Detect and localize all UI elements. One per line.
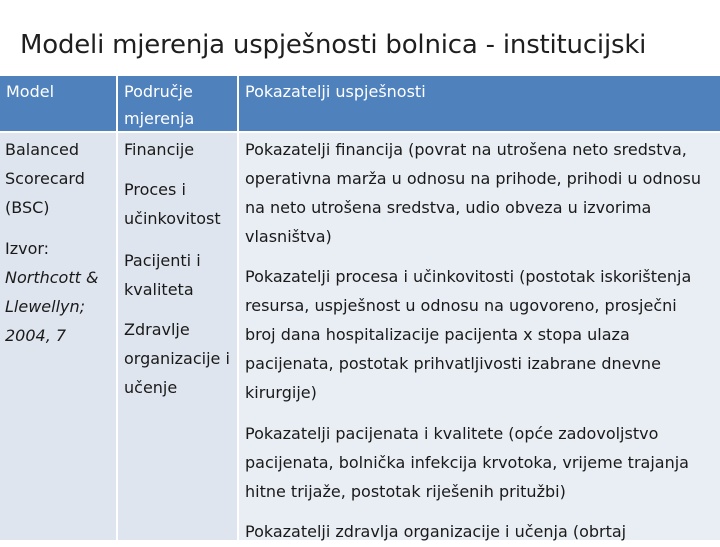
indicator-finance-line4: vlasništva)	[245, 227, 332, 246]
source-line2: Llewellyn;	[5, 297, 86, 316]
indicator-process-line4: pacijenata, postotak prihvatljivosti izabrane dnevne	[245, 354, 661, 373]
source-line1: Northcott &	[5, 268, 99, 287]
indicator-health-line1: Pokazatelji zdravlja organizacije i učenja (obrtaj	[245, 522, 627, 541]
indicator-process-line5: kirurgije)	[245, 383, 317, 402]
area-process-line1: Proces i	[124, 180, 186, 199]
indicator-finance-line3: na neto utrošena sredstva, udio obveza u izvorima	[245, 198, 652, 217]
area-finance: Financije	[124, 140, 195, 159]
model-name-line2: Scorecard	[5, 169, 85, 188]
header-model: Model	[6, 82, 55, 101]
area-health-line1: Zdravlje	[124, 320, 190, 339]
header-model-cell	[0, 76, 116, 131]
header-area-line1: Područje	[124, 82, 193, 101]
header-indicators-cell	[239, 76, 720, 131]
header-indicators: Pokazatelji uspješnosti	[245, 82, 426, 101]
area-patients-line1: Pacijenti i	[124, 251, 201, 270]
indicator-patients-line2: pacijenata, bolnička infekcija krvotoka, vrijeme trajanja	[245, 453, 689, 472]
model-name-line1: Balanced	[5, 140, 79, 159]
indicators-table	[0, 76, 720, 540]
area-health-line2: organizacije i	[124, 349, 230, 368]
area-process-line2: učinkovitost	[124, 209, 221, 228]
indicator-process-line3: broj dana hospitalizacije pacijenta x stopa ulaza	[245, 325, 630, 344]
indicator-process-line1: Pokazatelji procesa i učinkovitosti (postotak iskorištenja	[245, 267, 692, 286]
header-area-line2: mjerenja	[124, 109, 195, 128]
header-area-cell	[118, 76, 237, 131]
indicator-process-line2: resursa, uspješnost u odnosu na ugovoreno, prosječni	[245, 296, 677, 315]
indicator-patients-line1: Pokazatelji pacijenata i kvalitete (opće zadovoljstvo	[245, 424, 659, 443]
slide-title: Modeli mjerenja uspješnosti bolnica - institucijski	[20, 30, 647, 60]
indicator-patients-line3: hitne trijaže, postotak riješenih pritužbi)	[245, 482, 566, 501]
source-line3: 2004, 7	[5, 326, 67, 345]
indicator-finance-line2: operativna marža u odnosu na prihode, prihodi u odnosu	[245, 169, 701, 188]
source-label: Izvor:	[5, 239, 50, 258]
area-health-line3: učenje	[124, 378, 178, 397]
indicator-finance-line1: Pokazatelji financija (povrat na utrošena neto sredstva,	[245, 140, 687, 159]
model-name-line3: (BSC)	[5, 198, 50, 217]
area-patients-line2: kvaliteta	[124, 280, 194, 299]
